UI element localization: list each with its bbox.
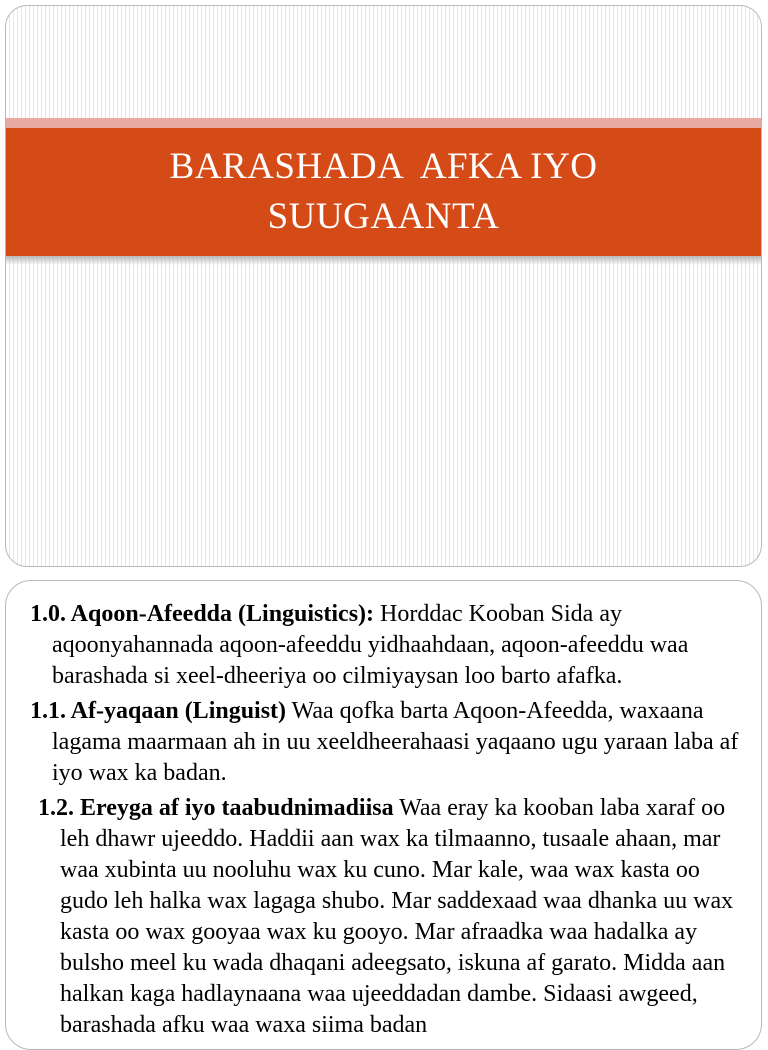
paragraph-heading: 1.0. Aqoon-Afeedda (Linguistics): xyxy=(30,601,375,627)
paragraph-heading: 1.2. Ereyga af iyo taabudnimadiisa xyxy=(38,795,394,821)
title-band-top-stripe xyxy=(6,118,761,128)
title-slide xyxy=(5,5,762,567)
paragraph-word-af xyxy=(30,793,752,1041)
content-slide xyxy=(5,580,762,1050)
paragraph-text: Waa qofka barta Aqoon-Afeedda, waxaana lagama maarmaan ah in uu xeeldheerahaasi yaqaano ugu yaraan laba af iyo wax ka badan. xyxy=(52,698,739,786)
title-line-2: SUUGAANTA xyxy=(267,196,500,237)
paragraph-text: Horddac Kooban Sida ay aqoonyahannada aqoon-afeeddu yidhaahdaan, aqoon-afeeddu waa barashada si xeel-dheeriya oo cilmiyaysan loo barto afafka. xyxy=(52,601,689,689)
paragraph-linguist xyxy=(30,696,752,789)
title-band xyxy=(6,128,761,256)
paragraph-text: Waa eray ka kooban laba xaraf oo leh dhawr ujeeddo. Haddii aan wax ka tilmaanno, tusaale ahaan, mar waa xubinta uu nooluhu wax ku cuno. Mar kale, waa wax kasta oo gudo leh halka wax lagaga shubo. Mar saddexaad waa dhanka uu wax kasta oo wax gooyaa wax ku gooyo. Mar afraadka waa hadalka ay bulsho meel ku wada dhaqani adeegsato, iskuna af garato. Midda aan halkan kaga hadlaynaana waa ujeeddadan dambe. Sidaasi awgeed, barashada afku waa waxa siima badan xyxy=(60,795,734,1038)
paragraph-heading: 1.1. Af-yaqaan (Linguist) xyxy=(30,698,287,724)
content-body xyxy=(30,599,752,1045)
title-line-1: BARASHADA AFKA IYO xyxy=(169,146,598,187)
paragraph-linguistics xyxy=(30,599,752,692)
title-band-shadow xyxy=(6,256,761,265)
